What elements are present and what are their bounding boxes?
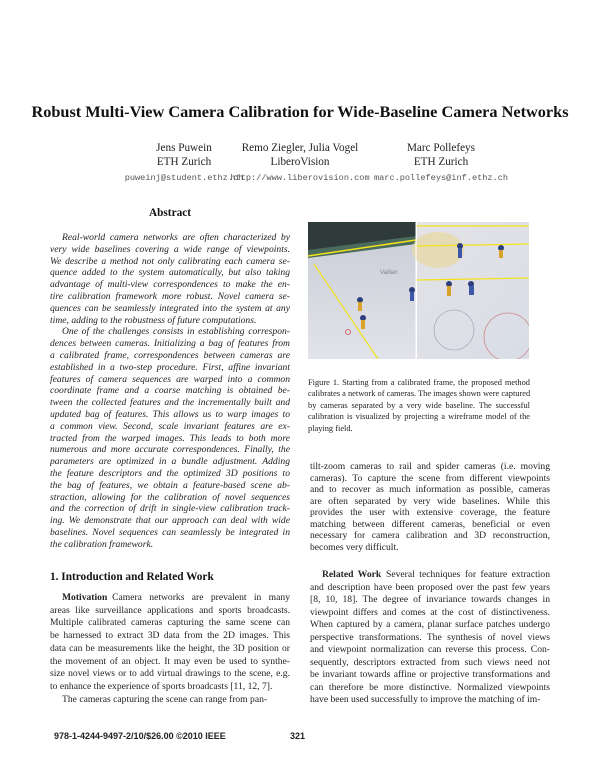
text-line: tracted from the warped images. This leads to both more [50,432,290,444]
text-line: matching between different cameras, beneficial or even [310,518,550,530]
text-line: We describe a method not only calibrating each camera se- [50,255,290,267]
text-line: the movement of an object. It may even be used to synthe- [50,655,290,667]
text-line: and to recover as much information as possible, cameras [310,484,550,495]
text-line: by cameras separated by a very wide baseline. The successful [308,400,530,410]
paper-title: Robust Multi-View Camera Calibration for Wide-Baseline Camera Networks [31,102,569,121]
author-affiliation: ETH Zurich [156,156,212,168]
text-line: a calibrated frame, correspondences between cameras are [50,349,290,361]
text-line: Figure 1. Starting from a calibrated frame, the proposed method [308,378,530,387]
text-line: Multiple calibrated cameras capturing the same scene can [50,617,290,629]
text-line: straction, allowing for the calibration of novel sequences [50,491,290,503]
text-line: have been used successfully to improve the matching of im- [310,694,541,705]
text-line: becomes very difficult. [310,541,399,553]
motivation-paragraph [50,592,290,706]
abstract-body [50,232,290,551]
text-line: tilt-zoom cameras to rail and spider cameras (i.e. moving [310,461,550,472]
author-name: Remo Ziegler, Julia Vogel [241,142,359,154]
text-line: very wide baselines covering a wide range of viewpoints. [50,243,290,255]
svg-text:Vaillan: Vaillan [380,270,398,276]
text-line: dences between cameras. Initializing a bag of features from [50,338,290,350]
author-url: http://www.liberovision.com [230,173,370,183]
text-line: and the correction of drift in single-view calibration track- [50,503,290,515]
paragraph-label: Motivation [62,592,108,603]
text-line: and viewpoint normalization can reverse this process. Con- [310,644,550,655]
text-line: can therefore be more distinctive. Normalized viewpoints [310,681,550,693]
text-line: time, adding to the robustness of future computations. [50,314,257,326]
text-line: [8, 10, 18]. The degree of invariance towards changes in [310,594,550,605]
copyright-notice: 978-1-4244-9497-2/10/$26.00 ©2010 IEEE [54,731,226,741]
text-line: sequently, descriptors extracted from such views need not [310,656,550,668]
text-line: provides the user with extensive coverage, the feature [310,507,550,518]
author-email: marc.pollefeys@inf.ethz.ch [373,173,509,183]
text-line: cameras). To capture the scene from different viewpoints [310,472,550,484]
figure-1-image [308,222,529,359]
text-line: parameters are optimized in a bundle adjustment. Adding [50,456,290,468]
text-line: coordinate frame and a coarse matching is obtained be- [50,385,290,397]
text-line: the bag of features, we obtain a feature-based scene ab- [50,479,290,491]
page-number: 321 [290,731,306,741]
text-line: established in a two-step procedure. First, affine invariant [50,361,290,373]
text-line: calibration is visualized by projecting a wireframe model of the [308,412,530,422]
text-line: playing field. [308,423,353,433]
text-line: quences can be seamlessly integrated into the system at any [50,302,290,314]
text-line: Motivation Camera networks are prevalent in many [62,592,290,603]
text-line: and description have been proposed over the past few years [310,581,550,593]
text-line: be invariant towards affine or projective transformations and [310,669,550,680]
author-block [341,141,541,185]
text-line: ing. We demonstrate that our approach can deal with wide [50,515,290,527]
text-line: updated bag of features. This allows us to warp images to [50,408,290,420]
text-line: necessary for camera calibration and 3D reconstruction, [310,530,550,541]
text-line: Related Work Several techniques for feature extraction [322,569,550,580]
text-line: The cameras capturing the scene can range from pan- [62,693,268,705]
text-line: areas like surveillance applications and sports broadcasts. [50,604,290,616]
text-line: the calibration framework. [50,538,154,550]
text-line: calibrates a network of cameras. The images shown were captured [308,389,530,399]
text-line: data can be measurements like the height, the 3D position or [50,642,290,654]
text-line: features of camera sequences are warped into a common [50,373,290,385]
related-work-paragraph [310,569,550,707]
author-name: Jens Puwein [156,142,212,154]
author-affiliation: LiberoVision [270,156,330,168]
text-line: advantage of multi-view correspondences to make the en- [50,279,290,291]
text-line: One of the challenges consists in establishing correspon- [62,326,290,338]
text-line: When captured by a camera, planar surface patches undergo [310,619,550,630]
text-line: quence added to the system automatically, but also taking [50,267,290,279]
text-line: numerous and more accurate correspondences. Finally, the [50,444,290,456]
text-line: the feature descriptors and the optimized 3D positions to [50,467,290,479]
section-heading: 1. Introduction and Related Work [50,571,214,583]
text-line: baselines. Novel sequences can seamlessly be integrated in [50,526,290,538]
figure-1-caption [308,377,530,434]
paragraph-label: Related Work [322,569,382,580]
author-affiliation: ETH Zurich [413,156,469,168]
author-email: puweinj@student.ethz.ch [124,173,244,183]
text-line: are often separated by very wide baselines. While this [310,495,550,507]
text-line: viewpoint differs and comes at the cost of distinctiveness. [310,606,550,618]
text-line: tween the collected features and the incrementally built and [50,397,290,409]
text-line: be harnessed to extract 3D data from the 2D images. This [50,630,290,642]
hockey-rink-images [308,222,529,359]
text-line: a common view. Second, scale invariant features are ex- [50,420,290,432]
intro-continued-paragraph [310,461,550,553]
text-line: size novel views or to add virtual drawings to the scene, e.g. [50,668,290,680]
text-line: perspective transformations. The synthesis of novel views [310,631,550,643]
text-line: Real-world camera networks are often characterized by [62,232,290,243]
abstract-heading: Abstract [148,207,192,219]
text-line: tire calibration framework more robust. Novel camera se- [50,290,290,302]
text-line: to enhance the experience of sports broadcasts [11, 12, 7]. [50,680,273,692]
author-name: Marc Pollefeys [406,142,476,154]
